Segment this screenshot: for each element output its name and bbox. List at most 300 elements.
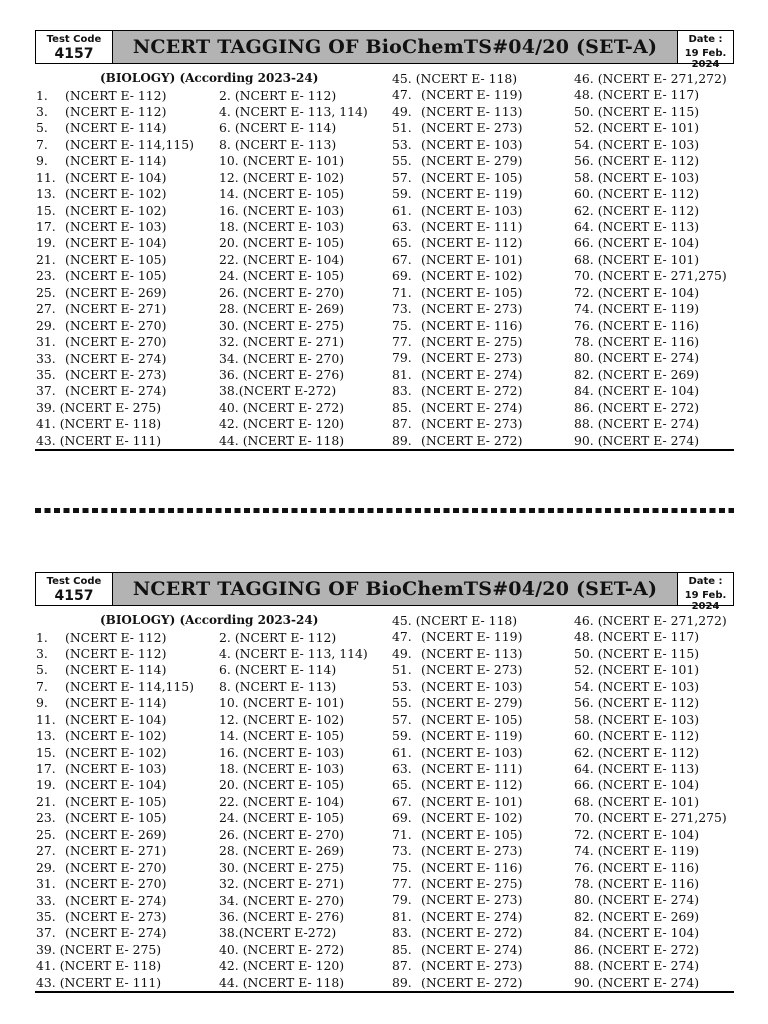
- header-bar: [35, 572, 734, 612]
- ncert-reference: (NCERT E- 105): [242, 268, 345, 284]
- ncert-reference: (NCERT E- 103): [597, 678, 700, 694]
- ncert-reference: (NCERT E- 114,115): [65, 678, 194, 694]
- ncert-reference: (NCERT E- 273): [421, 350, 523, 366]
- ncert-reference: (NCERT E- 103): [242, 744, 345, 760]
- answer-entry: [36, 893, 194, 909]
- ncert-reference: (NCERT E- 275): [421, 334, 523, 349]
- ncert-reference: (NCERT E- 102): [421, 268, 523, 284]
- test-code-box: [36, 31, 113, 63]
- question-number: 34.: [219, 892, 239, 908]
- answer-entry: [219, 170, 368, 186]
- ncert-reference: (NCERT E- 273): [421, 892, 523, 908]
- answer-entry: [574, 137, 727, 153]
- answer-entry: [219, 351, 368, 367]
- question-number: 79.: [392, 892, 412, 908]
- ncert-reference: (NCERT E- 118): [242, 974, 345, 990]
- question-number: 21.: [36, 251, 56, 267]
- question-number: 62.: [574, 202, 594, 218]
- question-number: 35.: [36, 908, 56, 924]
- ncert-reference: (NCERT E- 105): [242, 777, 345, 793]
- ncert-reference: (NCERT E- 105): [242, 728, 345, 744]
- answer-entry: [219, 120, 368, 136]
- question-number: 17.: [36, 761, 56, 776]
- question-number: 86.: [574, 941, 594, 957]
- question-number: 59.: [392, 728, 412, 744]
- answer-entry: [219, 860, 368, 876]
- question-number: 54.: [574, 678, 594, 694]
- answer-entry: [574, 235, 727, 251]
- answer-entry: [219, 745, 368, 761]
- answer-entry: [392, 170, 522, 186]
- question-number: 33.: [36, 892, 56, 908]
- ncert-reference: (NCERT E- 117): [597, 629, 700, 645]
- ncert-reference: (NCERT E- 114): [65, 662, 167, 678]
- question-number: 27.: [36, 843, 56, 859]
- question-number: 42.: [219, 416, 239, 432]
- answer-entry: [219, 942, 368, 958]
- question-number: 64.: [574, 218, 594, 234]
- ncert-reference: (NCERT E- 273): [421, 662, 523, 678]
- answer-entry: [574, 958, 727, 974]
- ncert-reference: (NCERT E- 270): [242, 826, 345, 842]
- answer-entry: [392, 318, 522, 334]
- question-number: 70.: [574, 810, 594, 826]
- answer-entry: [219, 400, 368, 416]
- ncert-reference: (NCERT E- 102): [65, 202, 167, 218]
- answer-entry: [574, 433, 727, 449]
- question-number: 66.: [574, 777, 594, 793]
- question-number: 49.: [392, 645, 412, 661]
- subject-subtitle: (BIOLOGY) (According 2023-24): [100, 71, 319, 85]
- question-number: 30.: [219, 859, 239, 875]
- question-number: 40.: [219, 399, 239, 415]
- question-number: 1.: [36, 87, 48, 103]
- answer-entry: [219, 958, 368, 974]
- ncert-reference: (NCERT E- 114): [234, 120, 337, 136]
- question-number: 70.: [574, 268, 594, 284]
- ncert-reference: (NCERT E- 103): [597, 711, 700, 727]
- ncert-reference: (NCERT E-272): [238, 925, 337, 941]
- question-number: 31.: [36, 876, 56, 892]
- question-number: 4.: [219, 103, 231, 119]
- question-number: 23.: [36, 268, 56, 284]
- ncert-reference: (NCERT E- 102): [242, 169, 345, 185]
- question-number: 2.: [219, 629, 231, 645]
- ncert-reference: (NCERT E- 270): [242, 350, 345, 366]
- answer-entry: [574, 416, 727, 432]
- ncert-reference: (NCERT E- 112): [65, 645, 167, 661]
- question-number: 21.: [36, 793, 56, 809]
- question-number: 88.: [574, 958, 594, 974]
- answer-entry: [36, 958, 194, 974]
- ncert-reference: (NCERT E- 105): [421, 284, 523, 300]
- ncert-reference: (NCERT E- 120): [242, 958, 345, 974]
- question-number: 60.: [574, 728, 594, 744]
- ncert-reference: (NCERT E- 274): [65, 925, 167, 941]
- answer-entry: [36, 827, 194, 843]
- ncert-reference: (NCERT E- 117): [597, 87, 700, 103]
- answer-entry: [392, 120, 522, 136]
- question-number: 31.: [36, 334, 56, 350]
- ncert-reference: (NCERT E- 103): [421, 202, 523, 218]
- table-bottom-rule-bottom: [35, 991, 734, 993]
- answer-entry: [574, 268, 727, 284]
- question-number: 43.: [36, 432, 56, 448]
- answer-entry: [392, 268, 522, 284]
- ncert-reference: (NCERT E- 101): [597, 120, 700, 136]
- question-number: 22.: [219, 251, 239, 267]
- answer-entry: [574, 252, 727, 268]
- answer-entry: [219, 794, 368, 810]
- answer-entry: [36, 860, 194, 876]
- ncert-reference: (NCERT E- 275): [242, 859, 345, 875]
- answer-entry: [219, 137, 368, 153]
- answer-entry: [36, 137, 194, 153]
- ncert-reference: (NCERT E- 119): [421, 87, 523, 103]
- question-number: 71.: [392, 284, 412, 300]
- date-box: [678, 573, 733, 612]
- answer-entry: [392, 761, 522, 777]
- answer-entry: [392, 712, 522, 728]
- page-title: NCERT TAGGING OF BioChemTS#04/20 (SET-A): [113, 31, 678, 63]
- answer-entry: [36, 909, 194, 925]
- question-number: 81.: [392, 908, 412, 924]
- answer-entry: [219, 433, 368, 449]
- date-box: [678, 31, 733, 70]
- question-number: 65.: [392, 777, 412, 793]
- question-number: 66.: [574, 235, 594, 251]
- ncert-reference: (NCERT E- 104): [242, 793, 345, 809]
- test-code-value: 4157: [54, 46, 94, 62]
- question-number: 80.: [574, 350, 594, 366]
- answer-column-2: [219, 88, 368, 450]
- question-number: 36.: [219, 366, 239, 382]
- ncert-reference: (NCERT E- 105): [421, 711, 523, 727]
- ncert-reference: (NCERT E- 111): [421, 760, 523, 776]
- ncert-reference: (NCERT E- 103): [242, 219, 345, 234]
- question-number: 39.: [36, 941, 56, 957]
- answer-entry: [219, 268, 368, 284]
- question-number: 85.: [392, 941, 412, 957]
- test-code-label: Test Code: [46, 576, 102, 587]
- question-number: 53.: [392, 136, 412, 152]
- question-number: 5.: [36, 662, 48, 678]
- answer-entry: [219, 679, 368, 695]
- answer-entry: [392, 728, 522, 744]
- answer-entry: [36, 351, 194, 367]
- answer-entry: [36, 679, 194, 695]
- ncert-reference: (NCERT E- 114,115): [65, 136, 194, 152]
- answer-entry: [219, 662, 368, 678]
- ncert-reference: (NCERT E- 119): [597, 843, 700, 859]
- question-number: 53.: [392, 678, 412, 694]
- answer-key-sheet-top: [0, 30, 768, 460]
- answer-entry: [36, 433, 194, 449]
- answer-entry: [574, 827, 727, 843]
- ncert-reference: (NCERT E- 274): [65, 383, 167, 399]
- answer-entry: [392, 662, 522, 678]
- question-number: 47.: [392, 87, 412, 103]
- answer-entry: [392, 400, 522, 416]
- question-number: 52.: [574, 120, 594, 136]
- question-number: 4.: [219, 645, 231, 661]
- question-number: 10.: [219, 695, 239, 711]
- answer-entry: [36, 203, 194, 219]
- ncert-reference: (NCERT E- 116): [597, 334, 700, 349]
- ncert-reference: (NCERT E- 271,275): [597, 268, 727, 284]
- answer-entry: [36, 367, 194, 383]
- ncert-reference: (NCERT E- 274): [597, 974, 700, 990]
- ncert-reference: (NCERT E- 116): [421, 859, 523, 875]
- question-number: 24.: [219, 268, 239, 284]
- question-number: 42.: [219, 958, 239, 974]
- question-number: 84.: [574, 383, 594, 399]
- ncert-reference: (NCERT E- 113): [597, 760, 700, 776]
- question-number: 11.: [36, 169, 56, 185]
- ncert-reference: (NCERT E- 103): [421, 678, 523, 694]
- answer-entry: [219, 318, 368, 334]
- ncert-reference: (NCERT E- 101): [597, 662, 700, 678]
- ncert-reference: (NCERT E- 119): [421, 629, 523, 645]
- ncert-reference: (NCERT E- 104): [65, 711, 167, 727]
- ncert-reference: (NCERT E- 274): [65, 892, 167, 908]
- ncert-reference: (NCERT E- 118): [415, 613, 518, 628]
- ncert-reference: (NCERT E- 113): [597, 218, 700, 234]
- question-number: 12.: [219, 169, 239, 185]
- answer-entry: [36, 334, 194, 350]
- ncert-reference: (NCERT E- 111): [59, 974, 162, 990]
- question-number: 2.: [219, 87, 231, 103]
- answer-entry: [574, 367, 727, 383]
- answer-entry: [219, 186, 368, 202]
- ncert-reference: (NCERT E- 275): [421, 876, 523, 891]
- ncert-reference: (NCERT E- 112): [234, 87, 337, 103]
- answer-entry: [219, 104, 368, 120]
- header-bar: [35, 30, 734, 70]
- question-number: 76.: [574, 317, 594, 333]
- answer-entry: [219, 646, 368, 662]
- ncert-reference: (NCERT E- 103): [242, 202, 345, 218]
- ncert-reference: (NCERT E- 274): [421, 941, 523, 957]
- answer-entry: [392, 679, 522, 695]
- answer-entry: [392, 153, 522, 169]
- ncert-reference: (NCERT E- 113, 114): [234, 645, 368, 661]
- ncert-reference: (NCERT E- 112): [65, 629, 167, 645]
- ncert-reference: (NCERT E- 102): [65, 728, 167, 744]
- answer-entry: [219, 235, 368, 251]
- question-number: 59.: [392, 186, 412, 202]
- answer-entry: [392, 613, 522, 629]
- answer-entry: [392, 219, 522, 235]
- question-number: 40.: [219, 941, 239, 957]
- answer-entry: [574, 186, 727, 202]
- answer-entry: [392, 646, 522, 662]
- ncert-reference: (NCERT E- 112): [597, 186, 700, 202]
- answer-entry: [574, 728, 727, 744]
- answer-entry: [392, 909, 522, 925]
- answer-entry: [36, 646, 194, 662]
- answer-entry: [574, 662, 727, 678]
- date-value: 19 Feb. 2024: [684, 48, 727, 70]
- answer-entry: [392, 827, 522, 843]
- answer-entry: [574, 350, 727, 366]
- question-number: 77.: [392, 334, 412, 349]
- ncert-reference: (NCERT E- 104): [65, 235, 167, 251]
- ncert-reference: (NCERT E- 104): [597, 235, 700, 251]
- answer-column-1: [36, 88, 194, 450]
- answer-entry: [392, 87, 522, 103]
- answer-entry: [392, 137, 522, 153]
- ncert-reference: (NCERT E- 112): [421, 235, 523, 251]
- answer-entry: [574, 120, 727, 136]
- answer-column-3: [392, 613, 522, 991]
- answer-entry: [392, 975, 522, 991]
- answer-entry: [36, 104, 194, 120]
- ncert-reference: (NCERT E- 112): [597, 202, 700, 218]
- ncert-reference: (NCERT E- 273): [421, 958, 523, 974]
- ncert-reference: (NCERT E- 273): [421, 120, 523, 136]
- answer-entry: [219, 827, 368, 843]
- answer-entry: [219, 285, 368, 301]
- ncert-reference: (NCERT E- 114): [234, 662, 337, 678]
- ncert-reference: (NCERT E- 118): [59, 958, 162, 974]
- test-code-value: 4157: [54, 588, 94, 604]
- question-number: 62.: [574, 744, 594, 760]
- answer-entry: [574, 219, 727, 235]
- ncert-reference: (NCERT E- 274): [421, 366, 523, 382]
- question-number: 36.: [219, 908, 239, 924]
- question-number: 39.: [36, 399, 56, 415]
- answer-entry: [574, 942, 727, 958]
- ncert-reference: (NCERT E- 104): [597, 777, 700, 793]
- question-number: 89.: [392, 974, 412, 990]
- answer-entry: [574, 794, 727, 810]
- question-number: 73.: [392, 843, 412, 859]
- question-number: 79.: [392, 350, 412, 366]
- question-number: 56.: [574, 153, 594, 169]
- answer-entry: [219, 925, 368, 941]
- ncert-reference: (NCERT E- 104): [597, 826, 700, 842]
- ncert-reference: (NCERT E- 102): [65, 186, 167, 202]
- ncert-reference: (NCERT E- 102): [421, 810, 523, 826]
- ncert-reference: (NCERT E- 112): [597, 695, 700, 711]
- answer-entry: [36, 794, 194, 810]
- answer-key-sheet-bottom: [0, 572, 768, 1002]
- question-number: 7.: [36, 136, 48, 152]
- answer-entry: [392, 350, 522, 366]
- ncert-reference: (NCERT E- 116): [421, 317, 523, 333]
- answer-entry: [219, 252, 368, 268]
- answer-entry: [219, 975, 368, 991]
- answer-entry: [219, 777, 368, 793]
- answer-entry: [219, 876, 368, 892]
- answer-entry: [219, 367, 368, 383]
- ncert-reference: (NCERT E- 273): [421, 301, 523, 317]
- question-number: 18.: [219, 761, 239, 776]
- ncert-reference: (NCERT E- 272): [421, 383, 523, 399]
- answer-entry: [36, 745, 194, 761]
- answer-entry: [574, 745, 727, 761]
- ncert-reference: (NCERT E- 101): [242, 153, 345, 169]
- answer-entry: [574, 860, 727, 876]
- ncert-reference: (NCERT E- 276): [242, 908, 345, 924]
- ncert-reference: (NCERT E- 113): [234, 678, 337, 694]
- answer-entry: [574, 646, 727, 662]
- question-number: 33.: [36, 350, 56, 366]
- answer-entry: [219, 695, 368, 711]
- question-number: 24.: [219, 810, 239, 826]
- question-number: 3.: [36, 103, 48, 119]
- question-number: 15.: [36, 202, 56, 218]
- answer-entry: [392, 334, 522, 350]
- ncert-reference: (NCERT E- 269): [242, 301, 345, 317]
- question-number: 50.: [574, 645, 594, 661]
- ncert-reference: (NCERT E- 103): [597, 136, 700, 152]
- answer-entry: [574, 629, 727, 645]
- question-number: 44.: [219, 432, 239, 448]
- ncert-reference: (NCERT E- 269): [65, 284, 167, 300]
- question-number: 37.: [36, 383, 56, 399]
- question-number: 74.: [574, 843, 594, 859]
- question-number: 47.: [392, 629, 412, 645]
- answer-entry: [219, 416, 368, 432]
- question-number: 28.: [219, 843, 239, 859]
- ncert-reference: (NCERT E- 271): [242, 876, 345, 892]
- answer-entry: [36, 170, 194, 186]
- test-code-box: [36, 573, 113, 605]
- answer-entry: [36, 761, 194, 777]
- question-number: 46.: [574, 613, 594, 628]
- ncert-reference: (NCERT E- 101): [242, 695, 345, 711]
- answer-column-4: [574, 71, 727, 449]
- question-number: 65.: [392, 235, 412, 251]
- answer-entry: [219, 810, 368, 826]
- ncert-reference: (NCERT E- 271,272): [597, 613, 727, 628]
- answer-entry: [392, 252, 522, 268]
- question-number: 82.: [574, 366, 594, 382]
- question-number: 84.: [574, 925, 594, 941]
- question-number: 35.: [36, 366, 56, 382]
- ncert-reference: (NCERT E- 272): [421, 925, 523, 941]
- question-number: 55.: [392, 153, 412, 169]
- question-number: 87.: [392, 416, 412, 432]
- question-number: 51.: [392, 662, 412, 678]
- ncert-reference: (NCERT E- 274): [597, 432, 700, 448]
- answer-entry: [36, 975, 194, 991]
- answer-entry: [36, 630, 194, 646]
- question-number: 48.: [574, 87, 594, 103]
- ncert-reference: (NCERT E- 112): [65, 103, 167, 119]
- ncert-reference: (NCERT E- 112): [234, 629, 337, 645]
- answer-entry: [36, 810, 194, 826]
- answer-entry: [574, 87, 727, 103]
- ncert-reference: (NCERT E- 105): [421, 169, 523, 185]
- ncert-reference: (NCERT E- 102): [65, 744, 167, 760]
- question-number: 90.: [574, 432, 594, 448]
- ncert-reference: (NCERT E- 272): [242, 941, 345, 957]
- question-number: 68.: [574, 793, 594, 809]
- question-number: 60.: [574, 186, 594, 202]
- question-number: 68.: [574, 251, 594, 267]
- answer-entry: [36, 318, 194, 334]
- answer-entry: [219, 301, 368, 317]
- question-number: 72.: [574, 284, 594, 300]
- answer-entry: [36, 301, 194, 317]
- answer-entry: [574, 679, 727, 695]
- answer-entry: [392, 301, 522, 317]
- question-number: 45.: [392, 71, 412, 86]
- answer-entry: [392, 235, 522, 251]
